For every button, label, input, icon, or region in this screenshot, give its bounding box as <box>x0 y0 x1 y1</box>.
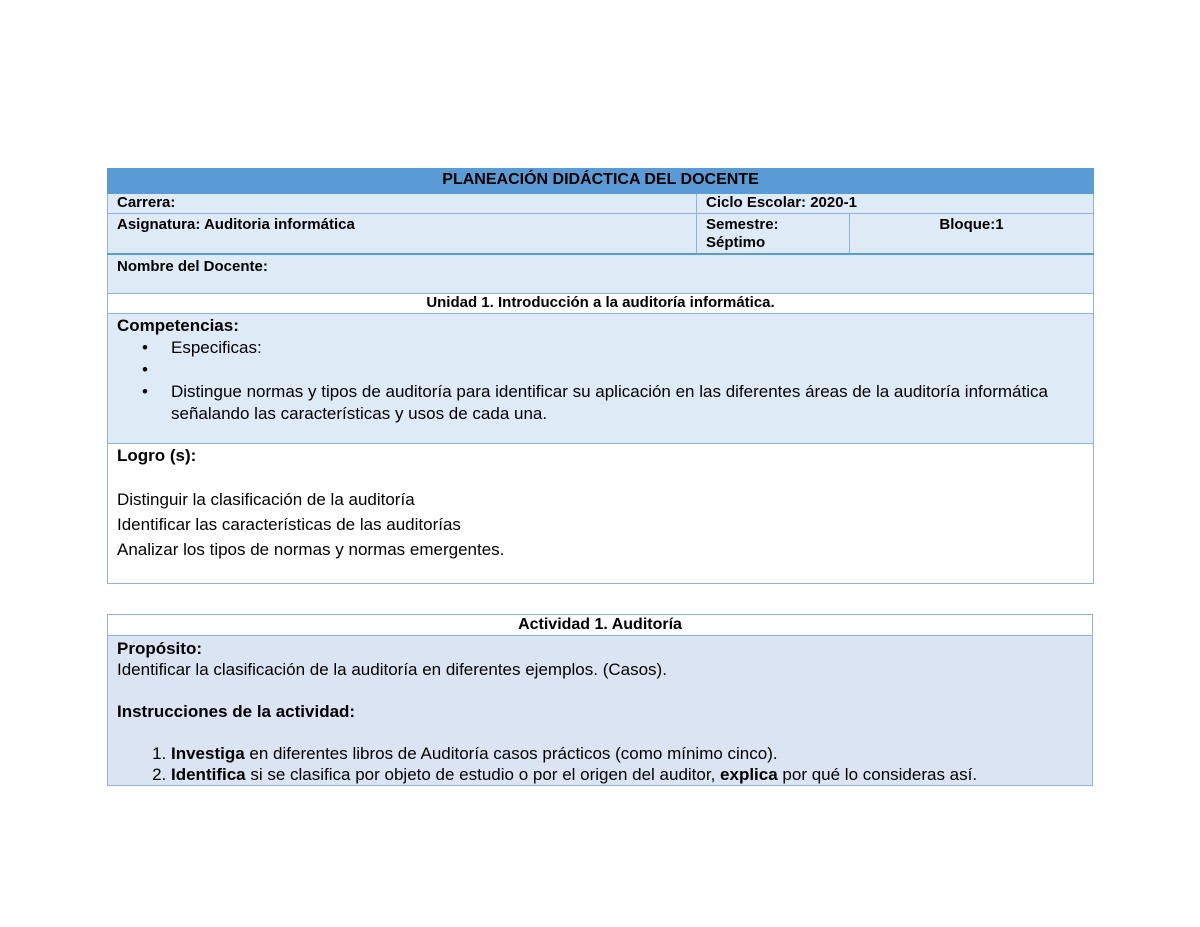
semestre-value: Séptimo <box>706 234 766 251</box>
instrucciones-list <box>117 743 1083 785</box>
step-text: si se clasifica por objeto de estudio o por el origen del auditor, <box>245 765 721 784</box>
docente-label: Nombre del Docente: <box>108 254 1094 294</box>
step-verb: explica <box>720 765 778 784</box>
competencias-cell <box>108 314 1094 444</box>
actividad-body <box>108 636 1093 786</box>
list-item: Distinguir la clasificación de la auditoría <box>117 490 415 509</box>
semestre-cell <box>697 214 850 254</box>
actividad-title: Actividad 1. Auditoría <box>108 615 1093 636</box>
semestre-label: Semestre: <box>706 216 779 233</box>
unidad-title: Unidad 1. Introducción a la auditoría informática. <box>108 294 1094 314</box>
list-item <box>171 764 1083 785</box>
step-verb: Investiga <box>171 744 245 763</box>
list-item: Identificar las características de las auditorías <box>117 515 461 534</box>
step-text: en diferentes libros de Auditoría casos prácticos (como mínimo cinco). <box>244 744 778 763</box>
planeacion-table <box>107 168 1094 584</box>
logro-cell <box>108 444 1094 584</box>
list-item <box>171 381 1084 425</box>
step-text: por qué lo consideras así. <box>777 765 978 784</box>
instrucciones-label: Instrucciones de la actividad: <box>117 702 356 721</box>
list-item <box>171 743 1083 764</box>
list-item: Analizar los tipos de normas y normas emergentes. <box>117 540 505 559</box>
plan-title: PLANEACIÓN DIDÁCTICA DEL DOCENTE <box>108 169 1094 194</box>
logro-label: Logro (s): <box>117 446 197 465</box>
list-item <box>171 359 1084 381</box>
ciclo-escolar-label: Ciclo Escolar: 2020-1 <box>697 194 1094 214</box>
competencias-list <box>117 337 1084 425</box>
bloque-label: Bloque:1 <box>850 214 1094 254</box>
step-verb: Identifica <box>171 765 246 784</box>
carrera-label: Carrera: <box>108 194 697 214</box>
actividad-table <box>107 614 1093 786</box>
proposito-label: Propósito: <box>117 639 202 658</box>
proposito-text: Identificar la clasificación de la auditoría en diferentes ejemplos. (Casos). <box>117 660 667 679</box>
competencias-label: Competencias: <box>117 316 239 335</box>
list-item: • Especificas: <box>171 337 1084 359</box>
asignatura-label: Asignatura: Auditoria informática <box>108 214 697 254</box>
competencia-text: Distingue normas y tipos de auditoría para identificar su aplicación en las diferentes áreas de la auditoría informática señalando las características y usos de cada una. <box>171 382 1048 423</box>
